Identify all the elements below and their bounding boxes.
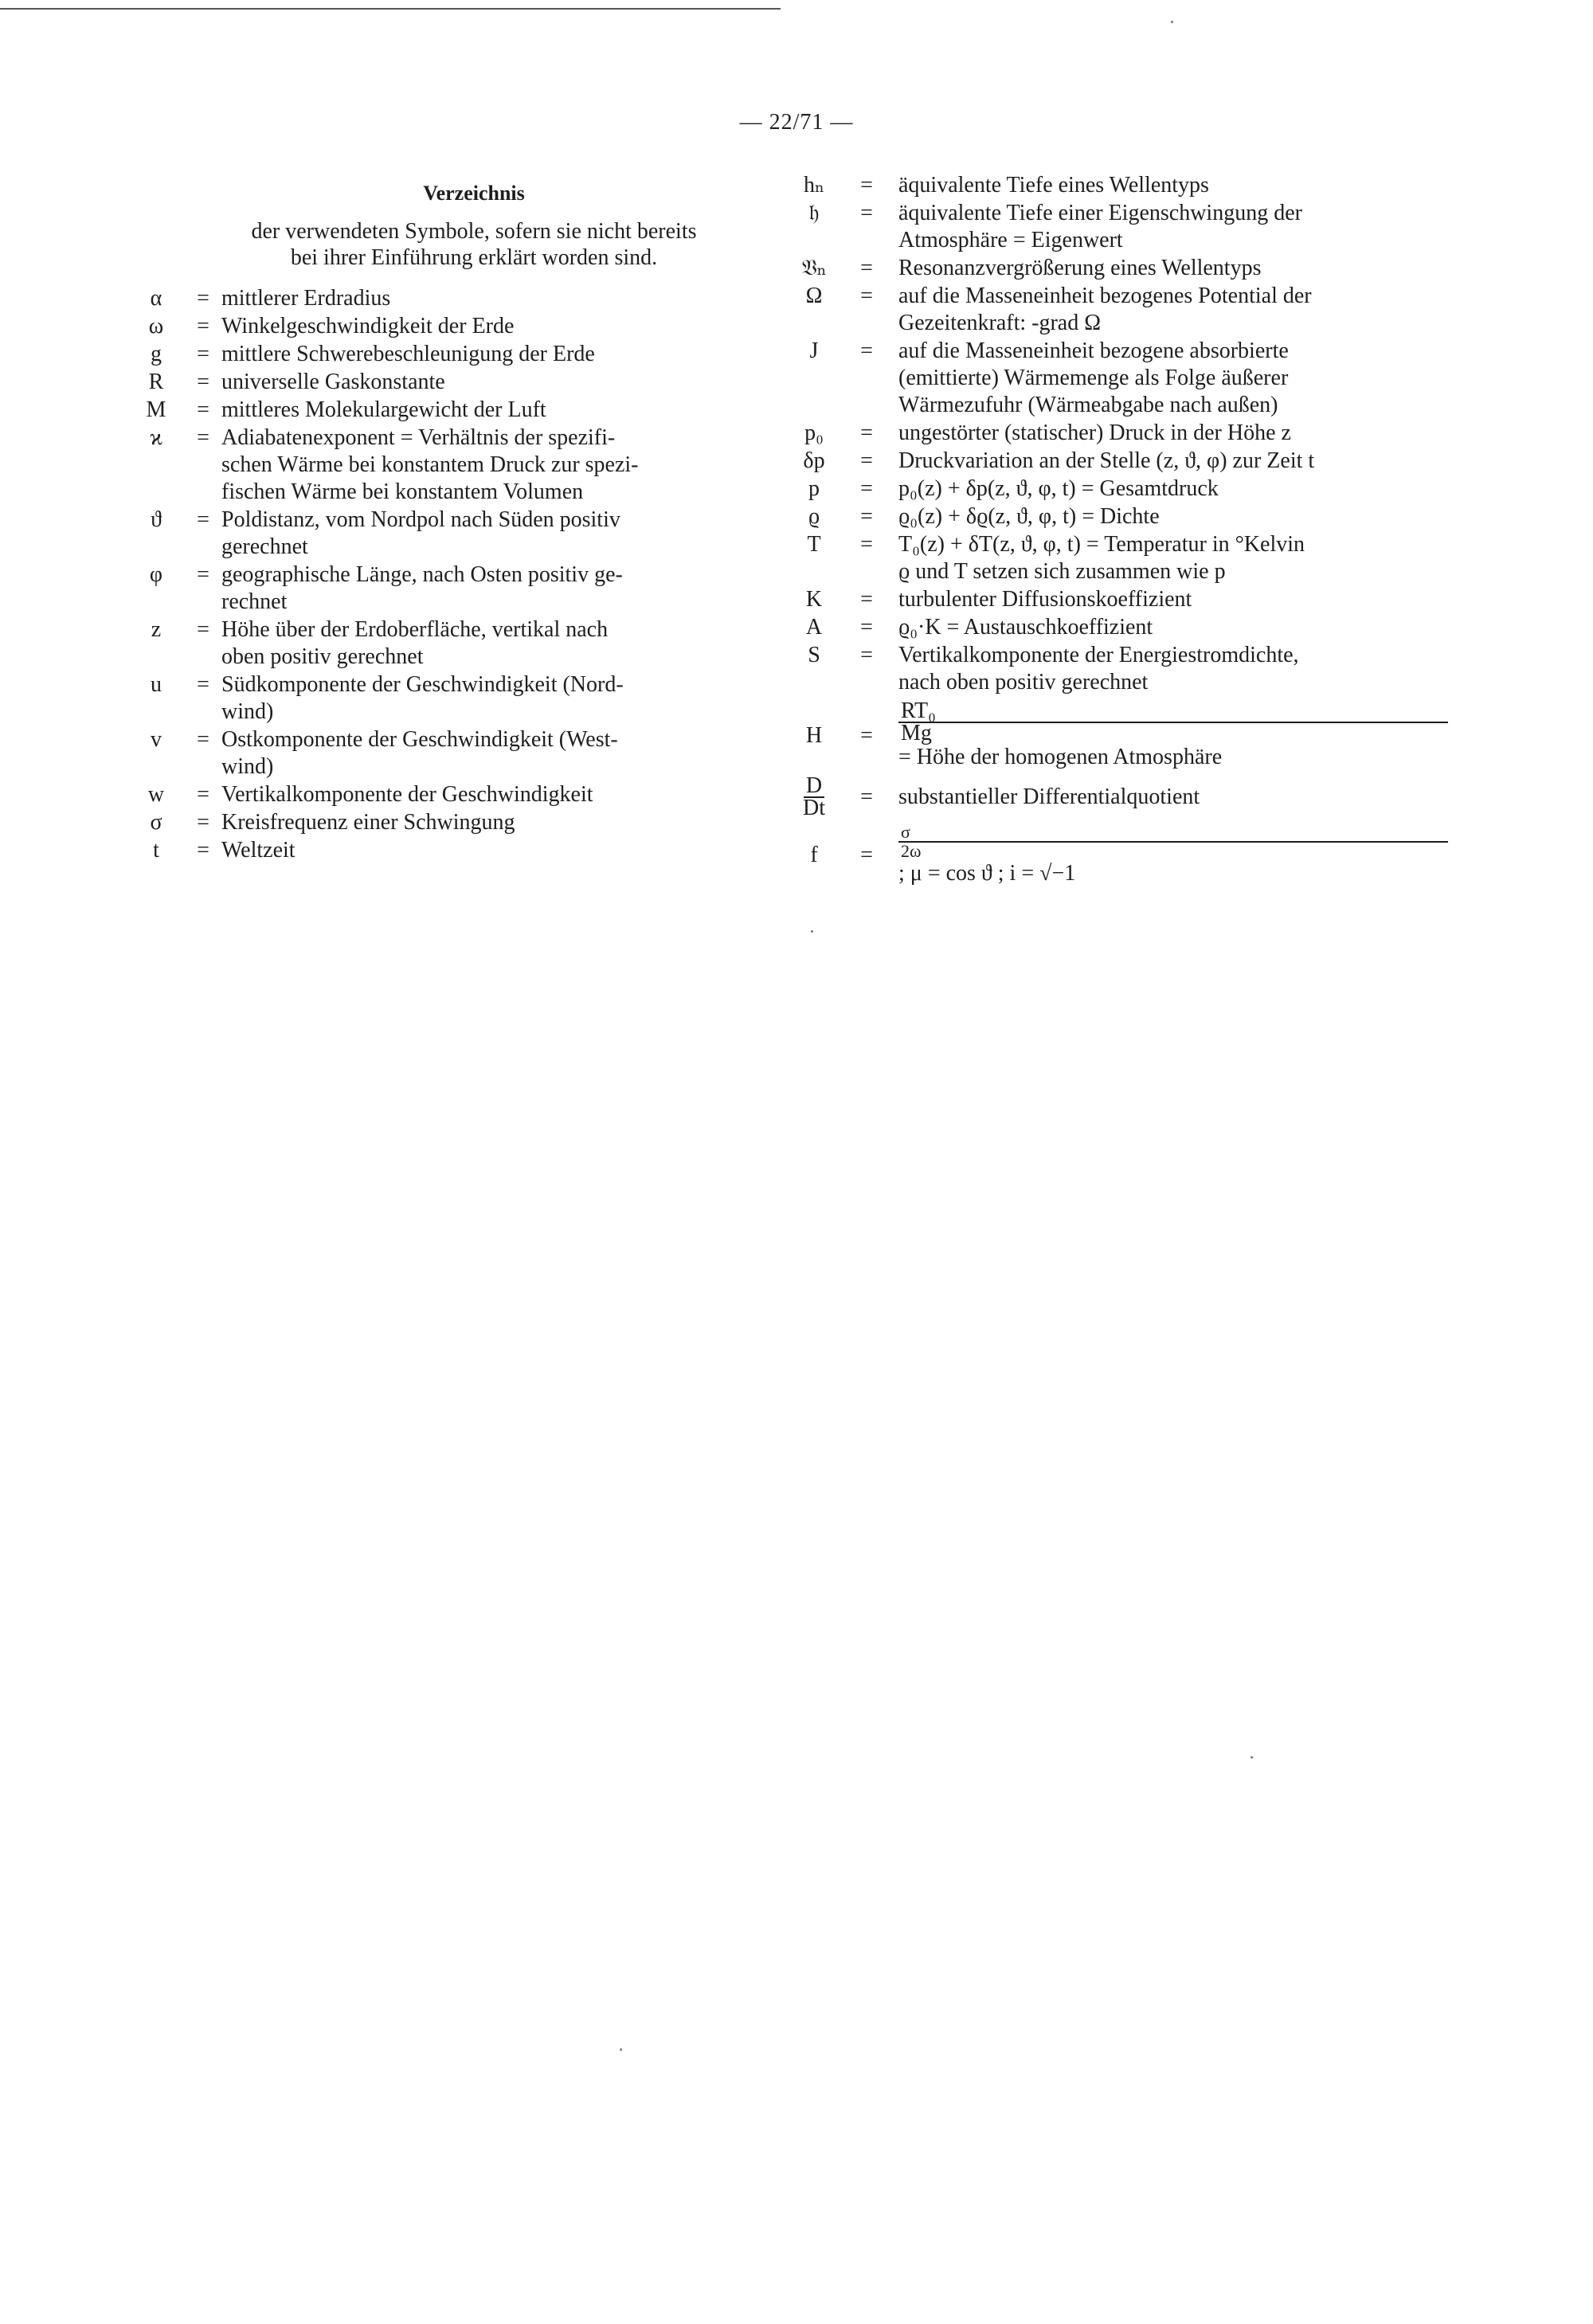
- symbol: σ: [150, 810, 162, 835]
- equals-sign: =: [197, 425, 209, 450]
- equals-sign: =: [860, 784, 873, 809]
- definition-line: mittlere Schwerebeschleunigung der Erde: [221, 342, 595, 366]
- symbol: p: [808, 476, 820, 501]
- page-number: — 22/71 —: [739, 110, 854, 135]
- scan-speck: [1251, 1756, 1253, 1759]
- definition-line: Weltzeit: [221, 838, 296, 863]
- scan-speck: [811, 930, 813, 933]
- definition: [898, 172, 1454, 199]
- equals-sign: =: [860, 643, 873, 667]
- symbol: α: [150, 286, 162, 311]
- definition: [221, 425, 765, 506]
- definition-line: Vertikalkomponente der Energiestromdichte,: [898, 643, 1299, 667]
- symbol-entry: [793, 642, 1454, 696]
- definition-line: geographische Länge, nach Osten positiv ge-: [221, 562, 623, 587]
- symbol: 𝔥: [808, 201, 820, 225]
- symbol-fraction: [800, 773, 828, 820]
- equals-sign: =: [197, 507, 209, 532]
- definition-line: schen Wärme bei konstantem Druck zur spezi-: [221, 452, 639, 477]
- symbol: φ: [149, 562, 163, 587]
- equals-sign: =: [197, 397, 209, 422]
- definition: [898, 255, 1454, 282]
- definition-line: äquivalente Tiefe eines Wellentyps: [898, 173, 1209, 198]
- heading-title: Verzeichnis: [423, 182, 525, 205]
- definition: [898, 420, 1454, 447]
- fraction-numerator: σ: [898, 824, 1448, 843]
- definition: [221, 285, 765, 312]
- definition: substantieller Differentialquotient: [898, 784, 1200, 809]
- symbol-entry: [127, 425, 765, 506]
- definition: [898, 824, 1454, 887]
- equals-sign: =: [860, 256, 873, 280]
- fraction-denominator: Mg: [901, 721, 932, 745]
- definition: [221, 341, 765, 368]
- symbol: 𝔙ₙ: [801, 256, 827, 280]
- symbol-entry: [127, 616, 765, 671]
- symbol: A: [805, 615, 823, 640]
- fraction-numerator: RT₀: [898, 701, 1448, 723]
- definition-line: ϱ₀·K = Austauschkoeffizient: [898, 615, 1153, 640]
- symbol: H: [805, 723, 823, 748]
- definition-line: Druckvariation an der Stelle (z, ϑ, φ) zur Zeit t: [898, 448, 1315, 473]
- symbol: f: [810, 843, 818, 867]
- symbol-entry: [127, 397, 765, 424]
- definition: [221, 313, 765, 340]
- definition-line: ϱ und T setzen sich zusammen wie p: [898, 559, 1226, 584]
- symbol-entry: [793, 586, 1454, 613]
- symbol-entry: [793, 503, 1454, 530]
- symbol-entry: [793, 172, 1454, 199]
- symbol: ω: [148, 314, 164, 338]
- symbol-entry: [793, 200, 1454, 254]
- equals-sign: =: [197, 672, 209, 697]
- symbol-entry: [127, 809, 765, 836]
- heading-subtitle-line-1: der verwendeten Symbole, sofern sie nicht bereits: [251, 219, 697, 244]
- definition: [898, 448, 1454, 475]
- fraction-denominator: 2ω: [901, 841, 922, 861]
- definition-line: ungestörter (statischer) Druck in der Höhe z: [898, 421, 1291, 445]
- symbol-entry: [793, 614, 1454, 641]
- symbol: v: [151, 727, 162, 752]
- equals-sign: =: [860, 723, 873, 748]
- equals-sign: =: [860, 615, 873, 640]
- equals-sign: =: [860, 284, 873, 308]
- symbol: J: [809, 338, 819, 363]
- symbol: p₀: [804, 421, 824, 445]
- definition-text: ; μ = cos ϑ ; i = √−1: [898, 861, 1076, 886]
- equals-sign: =: [197, 370, 209, 394]
- definition-line: auf die Masseneinheit bezogenes Potential der: [898, 284, 1312, 308]
- definition: [898, 338, 1454, 419]
- fraction: [898, 698, 1448, 745]
- symbol-entry-D-Dt: [793, 773, 1454, 820]
- symbol-entry: [793, 475, 1454, 503]
- definition: [898, 642, 1454, 696]
- definition-line: Höhe über der Erdoberfläche, vertikal nach: [221, 617, 609, 642]
- symbol-entry: [793, 255, 1454, 282]
- symbol-entry-f: [793, 824, 1454, 887]
- definition-line: mittleres Molekulargewicht der Luft: [221, 397, 546, 422]
- symbol-entry: [127, 671, 765, 726]
- definition-line: auf die Masseneinheit bezogene absorbierte: [898, 338, 1289, 363]
- definition-line: Poldistanz, vom Nordpol nach Süden positiv: [221, 507, 620, 532]
- definition-line: universelle Gaskonstante: [221, 370, 445, 394]
- left-column: [127, 180, 765, 865]
- symbol: ϱ: [808, 504, 820, 529]
- symbol-entry: [793, 448, 1454, 475]
- definition-line: ϱ₀(z) + δϱ(z, ϑ, φ, t) = Dichte: [898, 504, 1160, 529]
- symbol: M: [146, 397, 166, 422]
- definition-line: wind): [221, 754, 274, 779]
- definition-line: Vertikalkomponente der Geschwindigkeit: [221, 782, 593, 807]
- equals-sign: =: [197, 342, 209, 366]
- definition: [221, 781, 765, 808]
- definition: [221, 837, 765, 864]
- definition: [898, 614, 1454, 641]
- equals-sign: =: [197, 617, 209, 642]
- equals-sign: =: [197, 562, 209, 587]
- symbol: t: [153, 838, 159, 863]
- definition-line: mittlerer Erdradius: [221, 286, 391, 311]
- symbol-entry-H: [793, 698, 1454, 771]
- equals-sign: =: [197, 810, 209, 835]
- fraction: [898, 824, 1448, 860]
- equals-sign: =: [860, 201, 873, 225]
- definition: [898, 283, 1454, 337]
- definition-line: oben positiv gerechnet: [221, 644, 424, 669]
- equals-sign: =: [860, 448, 873, 473]
- definition: [221, 507, 765, 561]
- symbol-entry: [793, 338, 1454, 419]
- definition-line: Winkelgeschwindigkeit der Erde: [221, 314, 515, 338]
- definition-line: T₀(z) + δT(z, ϑ, φ, t) = Temperatur in °Kelvin: [898, 532, 1305, 557]
- definition-line: nach oben positiv gerechnet: [898, 670, 1149, 694]
- symbol: K: [805, 587, 823, 612]
- symbol-entry: [793, 283, 1454, 337]
- right-column: [793, 172, 1454, 892]
- definition-line: (emittierte) Wärmemenge als Folge äußerer: [898, 366, 1289, 390]
- symbol: hₙ: [803, 173, 825, 198]
- symbol: δp: [803, 448, 825, 473]
- equals-sign: =: [860, 338, 873, 363]
- definition-line: Südkomponente der Geschwindigkeit (Nord-: [221, 672, 624, 697]
- definition-line: Gezeitenkraft: -grad Ω: [898, 311, 1102, 335]
- definition-line: turbulenter Diffusionskoeffizient: [898, 587, 1192, 612]
- definition: [221, 369, 765, 396]
- equals-sign: =: [197, 838, 209, 863]
- definition: [898, 200, 1454, 254]
- definition-line: Adiabatenexponent = Verhältnis der spezifi-: [221, 425, 616, 450]
- symbol-entry: [127, 341, 765, 368]
- symbol-entry: [127, 507, 765, 561]
- definition: [221, 671, 765, 726]
- symbol-entry: [127, 313, 765, 340]
- symbol-entry: [127, 781, 765, 808]
- symbol: u: [151, 672, 162, 697]
- definition: [221, 726, 765, 781]
- symbol-entry: [127, 837, 765, 864]
- equals-sign: =: [197, 782, 209, 807]
- scan-top-rule: [0, 8, 781, 10]
- definition-line: p₀(z) + δp(z, ϑ, φ, t) = Gesamtdruck: [898, 476, 1219, 501]
- definition: [898, 475, 1454, 503]
- equals-sign: =: [860, 587, 873, 612]
- symbol: Ω: [805, 284, 823, 308]
- definition: [898, 586, 1454, 613]
- symbol: ϰ: [150, 425, 162, 450]
- symbol: g: [151, 342, 162, 366]
- symbol: T: [807, 532, 821, 557]
- equals-sign: =: [197, 286, 209, 311]
- definition-line: fischen Wärme bei konstantem Volumen: [221, 479, 584, 504]
- equals-sign: =: [860, 532, 873, 557]
- symbol-entry: [127, 561, 765, 616]
- definition-line: Wärmezufuhr (Wärmeabgabe nach außen): [898, 393, 1278, 417]
- symbol-entry: [127, 726, 765, 781]
- symbol: S: [808, 643, 820, 667]
- heading-subtitle-line-2: bei ihrer Einführung erklärt worden sind.: [290, 245, 658, 270]
- definition-line: wind): [221, 699, 274, 724]
- symbol: R: [148, 370, 164, 394]
- definition: [221, 561, 765, 616]
- symbol-entry: [127, 285, 765, 312]
- left-symbol-list: [127, 285, 765, 864]
- definition: [221, 616, 765, 671]
- definition: [898, 698, 1454, 771]
- symbol-entry: [793, 531, 1454, 585]
- equals-sign: =: [197, 314, 209, 338]
- equals-sign: =: [860, 843, 873, 867]
- symbol-entry: [127, 369, 765, 396]
- definition: [221, 397, 765, 424]
- equals-sign: =: [860, 421, 873, 445]
- definition-line: Ostkomponente der Geschwindigkeit (West-: [221, 727, 618, 752]
- definition-line: äquivalente Tiefe einer Eigenschwingung der: [898, 201, 1302, 225]
- definition-line: rechnet: [221, 589, 288, 614]
- heading-subtitle: [183, 218, 765, 271]
- equals-sign: =: [197, 727, 209, 752]
- symbol-entry: [793, 420, 1454, 447]
- definition-line: gerechnet: [221, 534, 308, 559]
- fraction-denominator: Dt: [803, 796, 825, 820]
- definition: [898, 531, 1454, 585]
- equals-sign: =: [860, 173, 873, 198]
- equals-sign: =: [860, 504, 873, 529]
- definition: [221, 809, 765, 836]
- symbol: w: [147, 782, 165, 807]
- fraction-numerator: D: [804, 776, 824, 798]
- right-symbol-list: [793, 172, 1454, 696]
- definition: [898, 503, 1454, 530]
- scan-speck: [1171, 21, 1173, 23]
- scan-speck: [620, 2048, 622, 2051]
- symbol: z: [151, 617, 162, 642]
- definition-line: Atmosphäre = Eigenwert: [898, 228, 1123, 252]
- definition-line: Kreisfrequenz einer Schwingung: [221, 810, 515, 835]
- equals-sign: =: [860, 476, 873, 501]
- symbol: [793, 773, 835, 820]
- definition-line: Resonanzvergrößerung eines Wellentyps: [898, 256, 1262, 280]
- definition-text: = Höhe der homogenen Atmosphäre: [898, 745, 1223, 769]
- symbol: ϑ: [151, 507, 162, 532]
